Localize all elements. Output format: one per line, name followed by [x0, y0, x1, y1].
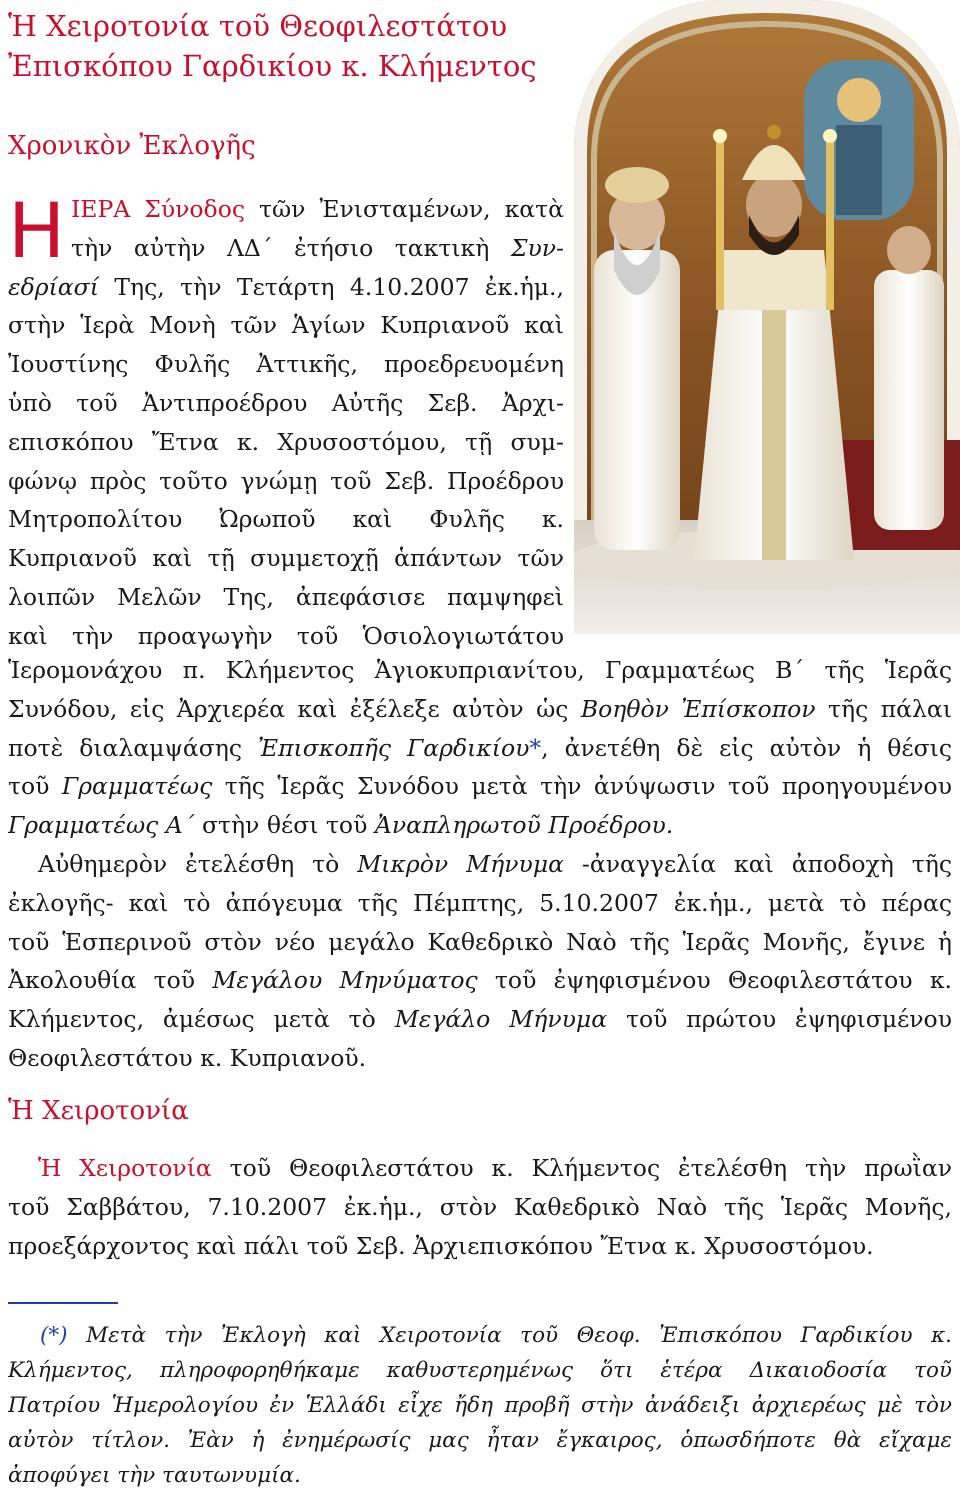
- body-line-2b: Βοηθὸν Ἐπίσκοπον: [580, 694, 816, 723]
- intro-column: [8, 186, 564, 656]
- body-line-10: [8, 1000, 952, 1039]
- body-line-10c: τοῦ πρώτου ἐψηφισμένου: [607, 1005, 952, 1034]
- footnote: [8, 1318, 952, 1493]
- ord-line-3: προεξάρχοντος καὶ πάλι τοῦ Σεβ. Ἀρχιεπισκόπου Ἔτνα κ. Χρυσοστόμου.: [8, 1231, 874, 1260]
- footnote-line-1-text: Μετὰ τὴν Ἐκλογὴ καὶ Χειροτονία τοῦ Θεοφ. Ἐπισκόπου Γαρδικίου κ.: [67, 1323, 952, 1348]
- drop-cap: Η: [8, 186, 66, 275]
- ordination-paragraph: [8, 1149, 952, 1265]
- body-line-9: [8, 961, 952, 1000]
- col-line-2: [8, 229, 564, 268]
- body-line-6c: -ἀναγγελία καὶ ἀποδοχὴ τῆς: [563, 849, 952, 878]
- col-line-3: [8, 268, 564, 307]
- ordination-photo: [574, 0, 960, 634]
- col-line-10: Κυπριανοῦ καὶ τῇ συμμετοχῇ ἁπάντων τῶν: [8, 544, 564, 573]
- title-line-1: Ἡ Χειροτονία τοῦ Θεοφιλεστάτου: [8, 9, 508, 43]
- body-line-7: ἐκλογῆς- καὶ τὸ ἀπόγευμα τῆς Πέμπτης, 5.10.2007 ἐκ.ἡμ., μετὰ τὸ πέρας: [8, 888, 952, 917]
- col-line-8: φώνῳ πρὸς τοῦτο γνώμῃ τοῦ Σεβ. Προέδρου: [8, 466, 564, 495]
- body-line-10b: Μεγάλο Μήνυμα: [394, 1005, 608, 1034]
- ord-line-1: [8, 1149, 952, 1188]
- col-line-3-italic: εδρίασί: [8, 272, 99, 301]
- body-line-1: Ἱερομονάχου π. Κλήμεντος Ἁγιοκυπριανίτου, Γραμματέως Β´ τῆς Ἱερᾶς: [8, 656, 952, 684]
- body-line-9a: Ἀκολουθία τοῦ: [8, 966, 213, 995]
- body-line-5b: στὴν θέσι τοῦ: [194, 811, 375, 840]
- col-line-12: καὶ τὴν προαγωγὴν τοῦ Ὁσιολογιωτάτου: [8, 621, 564, 650]
- col-line-5: Ἰουστίνης Φυλῆς Ἀττικῆς, προεδρευομένη: [8, 350, 564, 379]
- col-line-3-text: Της, τὴν Τετάρτη 4.10.2007 ἐκ.ἡμ.,: [98, 272, 564, 301]
- col-line-9: Μητροπολίτου Ὠρωποῦ καὶ Φυλῆς κ.: [8, 505, 564, 534]
- footnote-marker[interactable]: *: [529, 733, 542, 762]
- body-line-9c: τοῦ ἐψηφισμένου Θεοφιλεστάτου κ.: [477, 966, 952, 995]
- body-line-2c: τῆς πάλαι: [815, 694, 952, 723]
- body-line-3d: , ἀνετέθη δὲ εἰς αὐτὸν ἡ θέσις: [541, 733, 952, 762]
- footnote-line-2: Κλήμεντος, πληροφορηθήκαμε καθυστερημένως ὅτι ἑτέρα Δικαιοδοσία τοῦ: [8, 1358, 952, 1383]
- col-line-4: στὴν Ἱερὰ Μονὴ τῶν Ἁγίων Κυπριανοῦ καὶ: [8, 311, 564, 340]
- body-line-4c: τῆς Ἱερᾶς Συνόδου μετὰ τὴν ἀνύψωσιν τοῦ προηγουμένου: [212, 772, 952, 801]
- body-line-6b: Μικρὸν Μήνυμα: [357, 849, 564, 878]
- body-line-9b: Μεγάλου Μηνύματος: [212, 966, 478, 995]
- body-line-4b: Γραμματέως: [61, 772, 213, 801]
- section-heading-election: Χρονικὸν Ἐκλογῆς: [8, 131, 256, 161]
- body-line-8: τοῦ Ἑσπερινοῦ στὸν νέο μεγάλο Καθεδρικὸ Ναὸ τῆς Ἱερᾶς Μονῆς, ἔγινε ἡ: [8, 927, 952, 956]
- footnote-divider: [8, 1302, 118, 1304]
- body-line-4: [8, 767, 952, 806]
- title-line-2: Ἐπισκόπου Γαρδικίου κ. Κλήμεντος: [8, 49, 537, 83]
- synod-name: ΙΕΡΑ Σύνοδος: [71, 195, 246, 223]
- footnote-line-5: ἀποφύγει τὴν ταυτωνυμία.: [8, 1463, 301, 1488]
- body-line-11: Θεοφιλεστάτου κ. Κυπριανοῦ.: [8, 1043, 367, 1072]
- body-line-10a: Κλήμεντος, ἀμέσως μετὰ τὸ: [8, 1005, 395, 1034]
- ord-line-2: τοῦ Σαββάτου, 7.10.2007 ἐκ.ἡμ., στὸν Καθεδρικὸ Ναὸ τῆς Ἱερᾶς Μονῆς,: [8, 1192, 952, 1221]
- col-line-6: ὑπὸ τοῦ Ἀντιπροέδρου Αὐτῆς Σεβ. Ἀρχι-: [8, 388, 564, 417]
- col-line-7: επισκόπου Ἔτνα κ. Χρυσοστόμου, τῇ συμ-: [8, 427, 564, 456]
- body-line-5: [8, 806, 952, 845]
- footnote-mark: (*): [40, 1323, 68, 1348]
- col-line-1: [8, 190, 564, 229]
- col-line-2-italic: Συν-: [510, 233, 564, 262]
- col-line-11: λοιπῶν Μελῶν Της, ἀπεφάσισε παμψηφεὶ: [8, 582, 564, 611]
- footnote-line-4: αὐτὸν τίτλον. Ἐὰν ἡ ἐνημέρωσίς μας ἦταν ἔγκαιρος, ὁπωσδήποτε θὰ εἴχαμε: [8, 1428, 952, 1453]
- body-line-3: [8, 729, 952, 768]
- body-line-2a: Συνόδου, εἰς Ἀρχιερέα καὶ ἐξέλεξε αὐτὸν ὡς: [8, 694, 581, 723]
- body-line-6: [8, 845, 952, 884]
- body-line-5c: Ἀναπληρωτοῦ Προέδρου.: [374, 811, 674, 840]
- body-line-3b: Ἐπισκοπῆς Γαρδικίου: [258, 733, 530, 762]
- section-heading-ordination: Ἡ Χειροτονία: [8, 1096, 189, 1126]
- body-line-3a: ποτὲ διαλαμψάσης: [8, 733, 259, 762]
- col-line-1-rest: τῶν Ἐνισταμένων, κατὰ: [245, 195, 564, 223]
- body-paragraphs: [8, 651, 952, 1078]
- ord-line-1-red: Ἡ Χειροτονία: [38, 1154, 212, 1182]
- body-line-6a: Αὐθημερὸν ἐτελέσθη τὸ: [38, 849, 358, 878]
- footnote-line-1: [8, 1318, 952, 1353]
- footnote-line-3: Πατρίου Ἡμερολογίου ἐν Ἑλλάδι εἶχε ἤδη προβῆ στὴν ἀνάδειξι ἀρχιερέως μὲ τὸν: [8, 1393, 952, 1418]
- body-line-2: [8, 690, 952, 729]
- body-line-5a: Γραμματέως Α´: [8, 811, 195, 840]
- ordination-photo-illustration: [574, 0, 960, 634]
- article-title: [8, 6, 588, 86]
- col-line-2-text: τὴν αὐτὴν ΛΔ´ ἐτήσιο τακτικὴ: [71, 233, 511, 262]
- body-line-4a: τοῦ: [8, 772, 62, 801]
- ord-line-1-rest: τοῦ Θεοφιλεστάτου κ. Κλήμεντος ἐτελέσθη τὴν πρωῒαν: [211, 1154, 952, 1182]
